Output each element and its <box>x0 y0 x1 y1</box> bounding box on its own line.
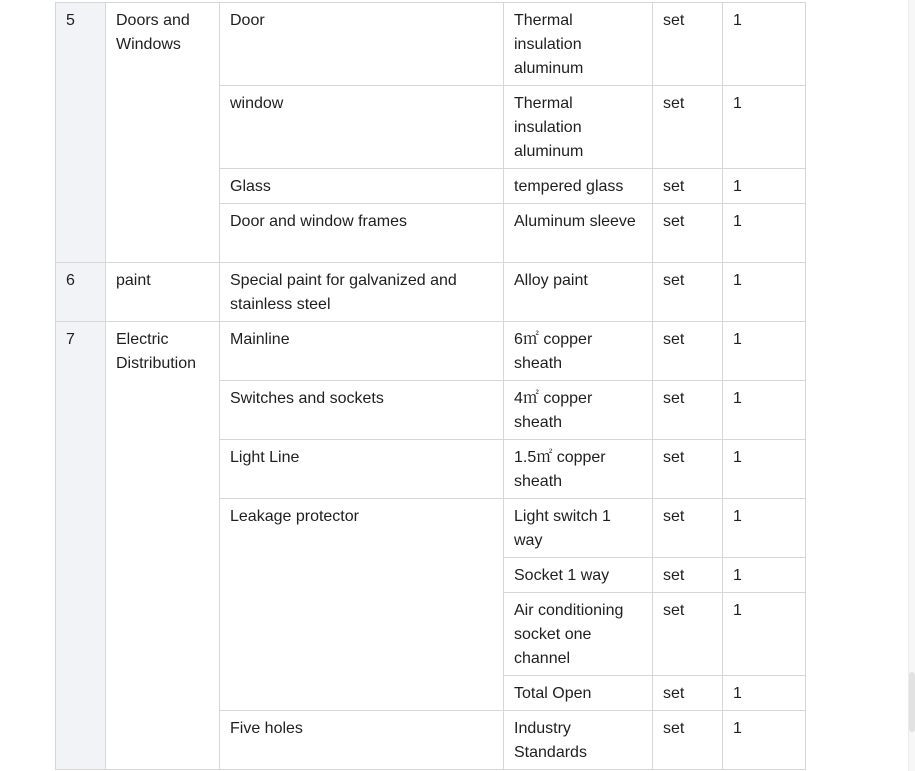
item-cell: Switches and sockets <box>220 381 504 440</box>
spec-cell: Socket 1 way <box>504 558 653 593</box>
unit-cell: set <box>653 593 723 676</box>
table-row <box>56 322 806 381</box>
spec-table-container <box>55 2 806 770</box>
qty-cell: 1 <box>723 263 806 322</box>
row-number-cell: 7 <box>56 322 106 770</box>
item-cell: Glass <box>220 169 504 204</box>
unit-cell: set <box>653 676 723 711</box>
spec-cell: 6㎡ copper sheath <box>504 322 653 381</box>
item-cell: Mainline <box>220 322 504 381</box>
qty-cell: 1 <box>723 558 806 593</box>
unit-cell: set <box>653 499 723 558</box>
category-cell: paint <box>106 263 220 322</box>
qty-cell: 1 <box>723 711 806 770</box>
spec-cell: Thermal insulation aluminum <box>504 86 653 169</box>
qty-cell: 1 <box>723 676 806 711</box>
category-cell: Electric Distribution <box>106 322 220 770</box>
spec-cell: Alloy paint <box>504 263 653 322</box>
qty-cell: 1 <box>723 86 806 169</box>
unit-cell: set <box>653 263 723 322</box>
row-number-cell: 6 <box>56 263 106 322</box>
item-cell: Light Line <box>220 440 504 499</box>
spec-cell: Air conditioning socket one channel <box>504 593 653 676</box>
qty-cell: 1 <box>723 169 806 204</box>
spec-cell: Industry Standards <box>504 711 653 770</box>
item-cell: Leakage protector <box>220 499 504 711</box>
spec-cell: 1.5㎡ copper sheath <box>504 440 653 499</box>
unit-cell: set <box>653 558 723 593</box>
category-cell: Doors and Windows <box>106 3 220 263</box>
qty-cell: 1 <box>723 381 806 440</box>
unit-cell: set <box>653 711 723 770</box>
item-cell: Five holes <box>220 711 504 770</box>
spec-cell: 4㎡ copper sheath <box>504 381 653 440</box>
spec-cell: Total Open <box>504 676 653 711</box>
item-cell: Door and window frames <box>220 204 504 263</box>
scrollbar-track[interactable] <box>908 0 915 771</box>
table-row <box>56 3 806 86</box>
qty-cell: 1 <box>723 593 806 676</box>
unit-cell: set <box>653 86 723 169</box>
qty-cell: 1 <box>723 204 806 263</box>
item-cell: Door <box>220 3 504 86</box>
item-cell: window <box>220 86 504 169</box>
unit-cell: set <box>653 204 723 263</box>
qty-cell: 1 <box>723 3 806 86</box>
spec-cell: Thermal insulation aluminum <box>504 3 653 86</box>
item-cell: Special paint for galvanized and stainless steel <box>220 263 504 322</box>
unit-cell: set <box>653 381 723 440</box>
spec-cell: Aluminum sleeve <box>504 204 653 263</box>
qty-cell: 1 <box>723 322 806 381</box>
row-number-cell: 5 <box>56 3 106 263</box>
unit-cell: set <box>653 322 723 381</box>
scrollbar-thumb[interactable] <box>909 672 915 732</box>
unit-cell: set <box>653 169 723 204</box>
spec-cell: tempered glass <box>504 169 653 204</box>
unit-cell: set <box>653 3 723 86</box>
spec-cell: Light switch 1 way <box>504 499 653 558</box>
qty-cell: 1 <box>723 440 806 499</box>
table-row <box>56 263 806 322</box>
qty-cell: 1 <box>723 499 806 558</box>
unit-cell: set <box>653 440 723 499</box>
materials-table <box>55 2 806 770</box>
